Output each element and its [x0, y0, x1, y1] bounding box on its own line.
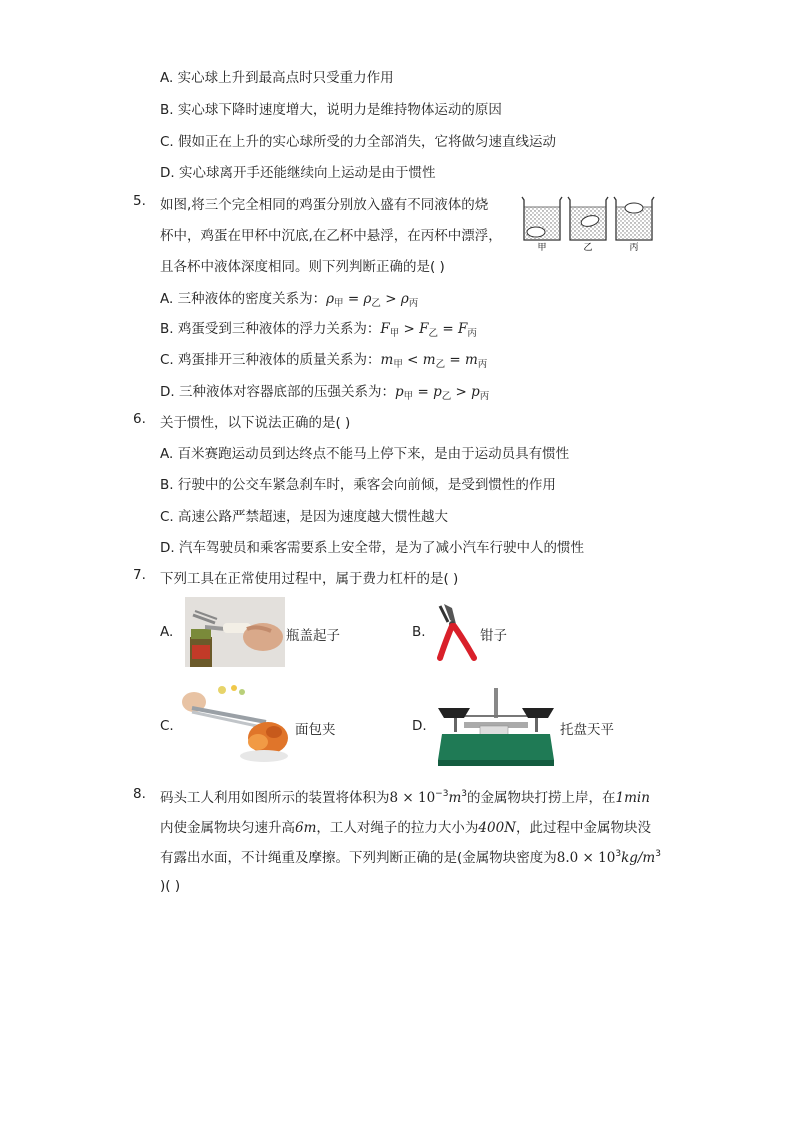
q7-option-a-name: 瓶盖起子 — [286, 628, 340, 644]
q7-option-d-label: D. — [412, 718, 427, 734]
q7-option-c-label: C. — [160, 718, 174, 734]
q7-option-b-name: 钳子 — [480, 628, 507, 644]
q4-option-b: B. 实心球下降时速度增大，说明力是维持物体运动的原因 — [160, 102, 502, 118]
q8-number: 8. — [133, 786, 146, 802]
q7-option-c-name: 面包夹 — [295, 722, 336, 738]
q8-line4: )( ) — [160, 878, 181, 894]
q7-option-d-name: 托盘天平 — [560, 722, 614, 738]
q6-number: 6. — [133, 411, 146, 427]
q7-option-b-label: B. — [412, 624, 426, 640]
cup-label-yi: 乙 — [583, 243, 593, 252]
beaker-jia — [522, 197, 562, 240]
q6-stem: 关于惯性，以下说法正确的是( ) — [160, 415, 351, 431]
q7-number: 7. — [133, 567, 146, 583]
q5-stem-line1: 如图,将三个完全相同的鸡蛋分别放入盛有不同液体的烧 — [160, 197, 489, 213]
pliers-image — [432, 600, 480, 664]
balance-scale-image — [436, 686, 556, 768]
q7-option-a-label: A. — [160, 624, 174, 640]
q6-option-d: D. 汽车驾驶员和乘客需要系上安全带，是为了减小汽车行驶中人的惯性 — [160, 540, 584, 556]
beakers-figure — [518, 194, 658, 252]
bottle-opener-image — [185, 597, 285, 667]
q5-option-d: D. 三种液体对容器底部的压强关系为：$p_甲 = p_乙 > p_丙$ — [160, 384, 490, 402]
q5-option-c: C. 鸡蛋排开三种液体的质量关系为：$m_甲 < m_乙 = m_丙$ — [160, 352, 488, 370]
q8-line2: 内使金属物块匀速升高6m，工人对绳子的拉力大小为400N，此过程中金属物块没 — [160, 820, 651, 836]
q5-stem-line3: 且各杯中液体深度相同。则下列判断正确的是( ) — [160, 259, 445, 275]
q5-stem-line2: 杯中，鸡蛋在甲杯中沉底,在乙杯中悬浮，在丙杯中漂浮， — [160, 228, 502, 244]
beaker-yi — [568, 197, 608, 240]
q8-line3: 有露出水面，不计绳重及摩擦。下列判断正确的是(金属物块密度为$8.0 \times 10^3kg/m^3$ — [160, 849, 661, 866]
q4-option-c: C. 假如正在上升的实心球所受的力全部消失，它将做匀速直线运动 — [160, 134, 557, 150]
q6-option-c: C. 高速公路严禁超速，是因为速度越大惯性越大 — [160, 509, 449, 525]
q8-line1: 码头工人利用如图所示的装置将体积为$8 \times 10^{-3}m^3$的金属物块打捞上岸，在1min — [160, 789, 650, 806]
q6-option-b: B. 行驶中的公交车紧急刹车时，乘客会向前倾，是受到惯性的作用 — [160, 477, 556, 493]
q4-option-a: A. 实心球上升到最高点时只受重力作用 — [160, 70, 394, 86]
beaker-bing — [614, 197, 654, 240]
q5-option-b: B. 鸡蛋受到三种液体的浮力关系为：$F_甲 > F_乙 = F_丙$ — [160, 321, 477, 339]
bread-tongs-image — [182, 682, 294, 767]
q5-number: 5. — [133, 193, 146, 209]
cup-label-jia: 甲 — [537, 243, 547, 252]
q6-option-a: A. 百米赛跑运动员到达终点不能马上停下来，是由于运动员具有惯性 — [160, 446, 570, 462]
q7-stem: 下列工具在正常使用过程中，属于费力杠杆的是( ) — [160, 571, 459, 587]
q5-option-a: A. 三种液体的密度关系为：$\rho_甲 = \rho_乙 > \rho_丙$ — [160, 291, 419, 309]
q4-option-d: D. 实心球离开手还能继续向上运动是由于惯性 — [160, 165, 436, 181]
cup-label-bing: 丙 — [629, 243, 639, 252]
